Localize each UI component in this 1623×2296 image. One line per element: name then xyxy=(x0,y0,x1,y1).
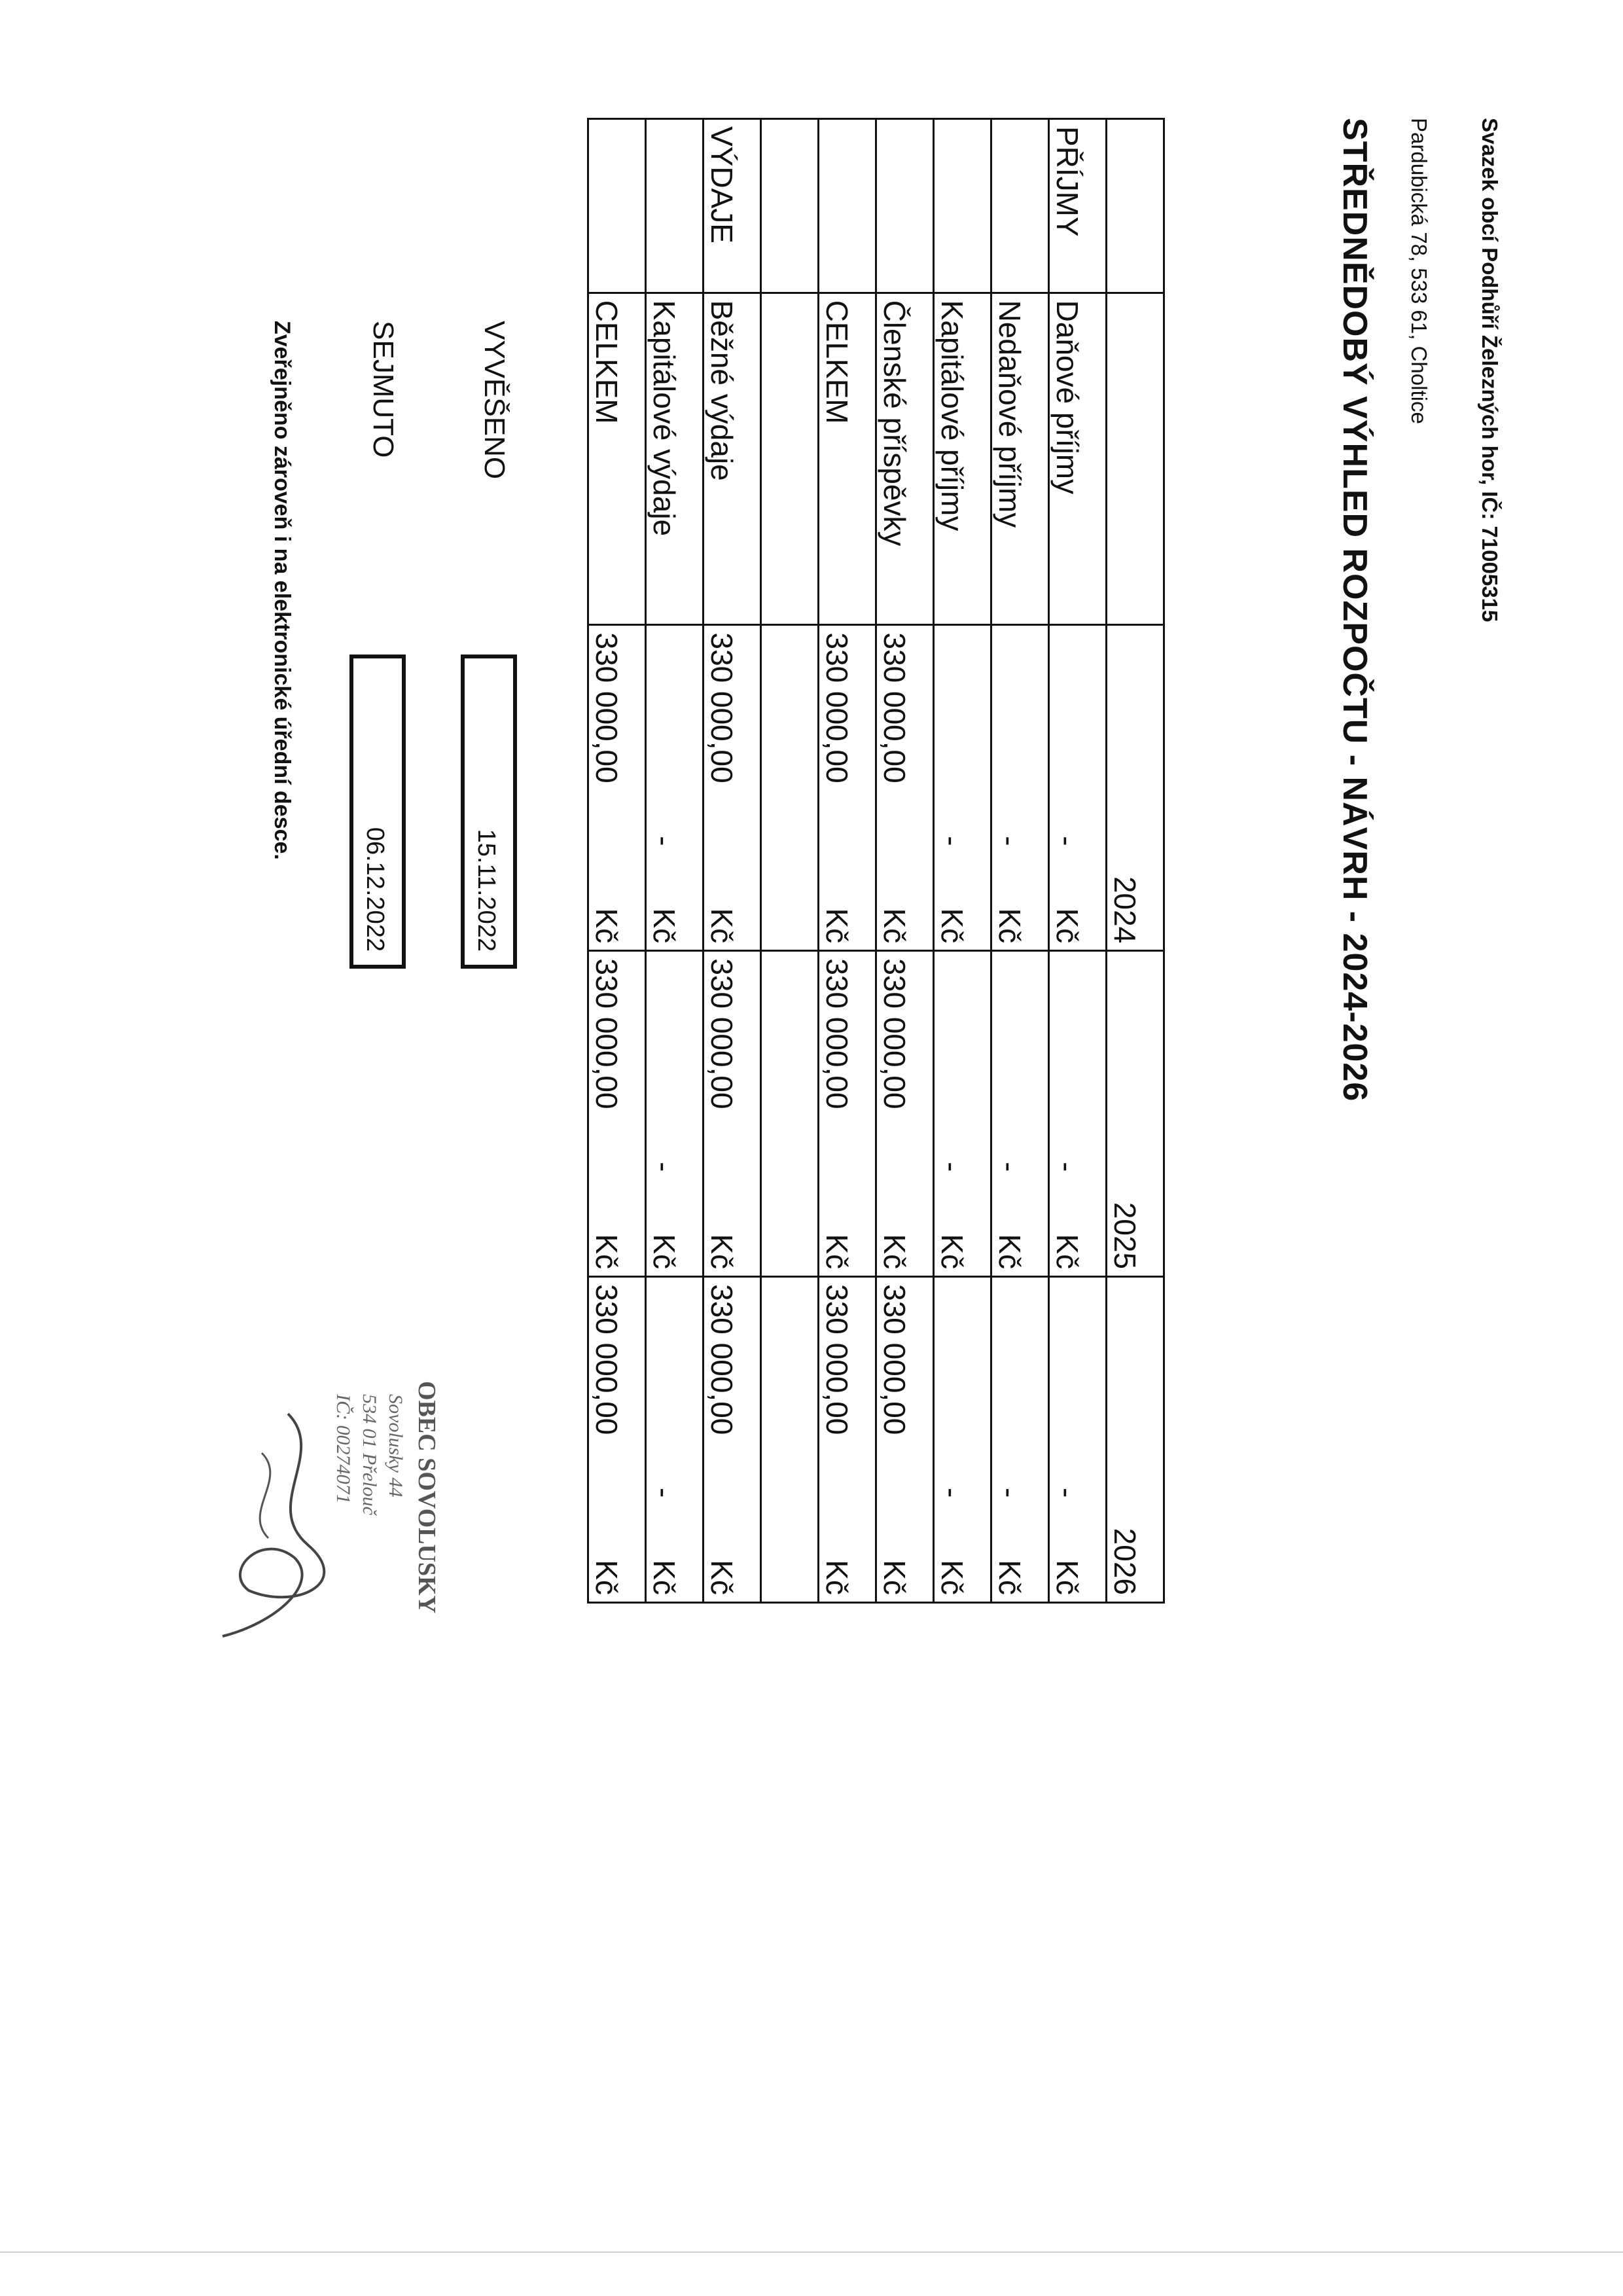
value: 330 000,00 xyxy=(878,1284,912,1435)
total-value: 330 000,00 xyxy=(590,1284,624,1435)
organization-name: Svazek obcí Podhůří Železných hor, IČ: 71005315 xyxy=(1478,118,1502,622)
table-row xyxy=(1049,119,1107,1603)
row-label: Kapitálové výdaje xyxy=(646,293,704,625)
currency: Kč xyxy=(647,1234,681,1270)
expenses-total-row xyxy=(588,119,646,1603)
total-label: CELKEM xyxy=(819,293,876,625)
section-label-income: PŘÍJMY xyxy=(1049,119,1107,293)
organization-address: Pardubická 78, 533 61, Choltice xyxy=(1407,118,1431,424)
section-label-expenses: VÝDAJE xyxy=(704,119,761,293)
value: - xyxy=(935,1487,969,1498)
currency: Kč xyxy=(820,1560,854,1595)
value: 330 000,00 xyxy=(705,632,739,783)
value: - xyxy=(1050,836,1084,846)
row-label: Běžné výdaje xyxy=(704,293,761,625)
value: - xyxy=(993,1487,1027,1498)
budget-table xyxy=(587,118,1165,1604)
currency: Kč xyxy=(935,1560,969,1595)
value: - xyxy=(935,1162,969,1172)
removed-date: 06.12.2022 xyxy=(349,655,406,969)
year-header: 2024 xyxy=(1107,625,1164,951)
currency: Kč xyxy=(935,1234,969,1270)
currency: Kč xyxy=(878,908,912,944)
currency: Kč xyxy=(705,1560,739,1595)
currency: Kč xyxy=(590,1560,624,1595)
value: 330 000,00 xyxy=(878,632,912,783)
currency: Kč xyxy=(878,1234,912,1270)
total-value: 330 000,00 xyxy=(820,958,854,1109)
row-label: Členské příspěvky xyxy=(876,293,934,625)
official-stamp xyxy=(209,1374,458,1649)
row-label: Nedaňové příjmy xyxy=(991,293,1049,625)
currency: Kč xyxy=(590,908,624,944)
posted-date: 15.11.2022 xyxy=(461,655,517,969)
year-header-row xyxy=(1107,119,1164,1603)
year-header: 2025 xyxy=(1107,951,1164,1277)
stamp-signature-icon xyxy=(209,1374,458,1649)
table-row xyxy=(934,119,991,1603)
currency: Kč xyxy=(705,908,739,944)
currency: Kč xyxy=(1050,1560,1084,1595)
row-label: Kapitálové příjmy xyxy=(934,293,991,625)
value: - xyxy=(647,836,681,846)
value: - xyxy=(1050,1487,1084,1498)
currency: Kč xyxy=(1050,1234,1084,1270)
value: - xyxy=(647,1487,681,1498)
currency: Kč xyxy=(993,1560,1027,1595)
currency: Kč xyxy=(1050,908,1084,944)
value: - xyxy=(935,836,969,846)
value: - xyxy=(993,1162,1027,1172)
row-label: Daňové příjmy xyxy=(1049,293,1107,625)
currency: Kč xyxy=(647,908,681,944)
value: - xyxy=(993,836,1027,846)
value: 330 000,00 xyxy=(878,958,912,1109)
empty-cell xyxy=(1107,119,1164,293)
total-value: 330 000,00 xyxy=(590,958,624,1109)
scan-edge-line xyxy=(0,2251,1623,2253)
total-label: CELKEM xyxy=(588,293,646,625)
value: - xyxy=(1050,1162,1084,1172)
currency: Kč xyxy=(993,908,1027,944)
document-title: STŘEDNĚDOBÝ VÝHLED ROZPOČTU - NÁVRH - 2024-2026 xyxy=(1336,118,1374,1102)
total-value: 330 000,00 xyxy=(820,1284,854,1435)
currency: Kč xyxy=(705,1234,739,1270)
svg-text:OBEC SOVOLUSKY: OBEC SOVOLUSKY xyxy=(413,1381,440,1614)
spacer-row xyxy=(761,119,819,1603)
value: - xyxy=(647,1162,681,1172)
currency: Kč xyxy=(820,908,854,944)
svg-text:IČ: 00274071: IČ: 00274071 xyxy=(332,1394,354,1504)
total-value: 330 000,00 xyxy=(820,632,854,783)
currency: Kč xyxy=(935,908,969,944)
svg-text:Sovolusky 44: Sovolusky 44 xyxy=(385,1394,406,1498)
income-total-row xyxy=(819,119,876,1603)
currency: Kč xyxy=(820,1234,854,1270)
publication-note: Zveřejněno zároveň i na elektronické úřední desce. xyxy=(270,321,294,860)
table-row xyxy=(991,119,1049,1603)
table-row xyxy=(646,119,704,1603)
svg-text:534 01 Přelouč: 534 01 Přelouč xyxy=(359,1394,380,1515)
year-header: 2026 xyxy=(1107,1277,1164,1603)
value: 330 000,00 xyxy=(705,958,739,1109)
total-value: 330 000,00 xyxy=(590,632,624,783)
table-row xyxy=(876,119,934,1603)
currency: Kč xyxy=(878,1560,912,1595)
empty-cell xyxy=(1107,293,1164,625)
currency: Kč xyxy=(590,1234,624,1270)
posted-label: VYVĚŠENO xyxy=(478,321,510,480)
table-row xyxy=(704,119,761,1603)
currency: Kč xyxy=(993,1234,1027,1270)
removed-label: SEJMUTO xyxy=(367,321,399,458)
currency: Kč xyxy=(647,1560,681,1595)
value: 330 000,00 xyxy=(705,1284,739,1435)
